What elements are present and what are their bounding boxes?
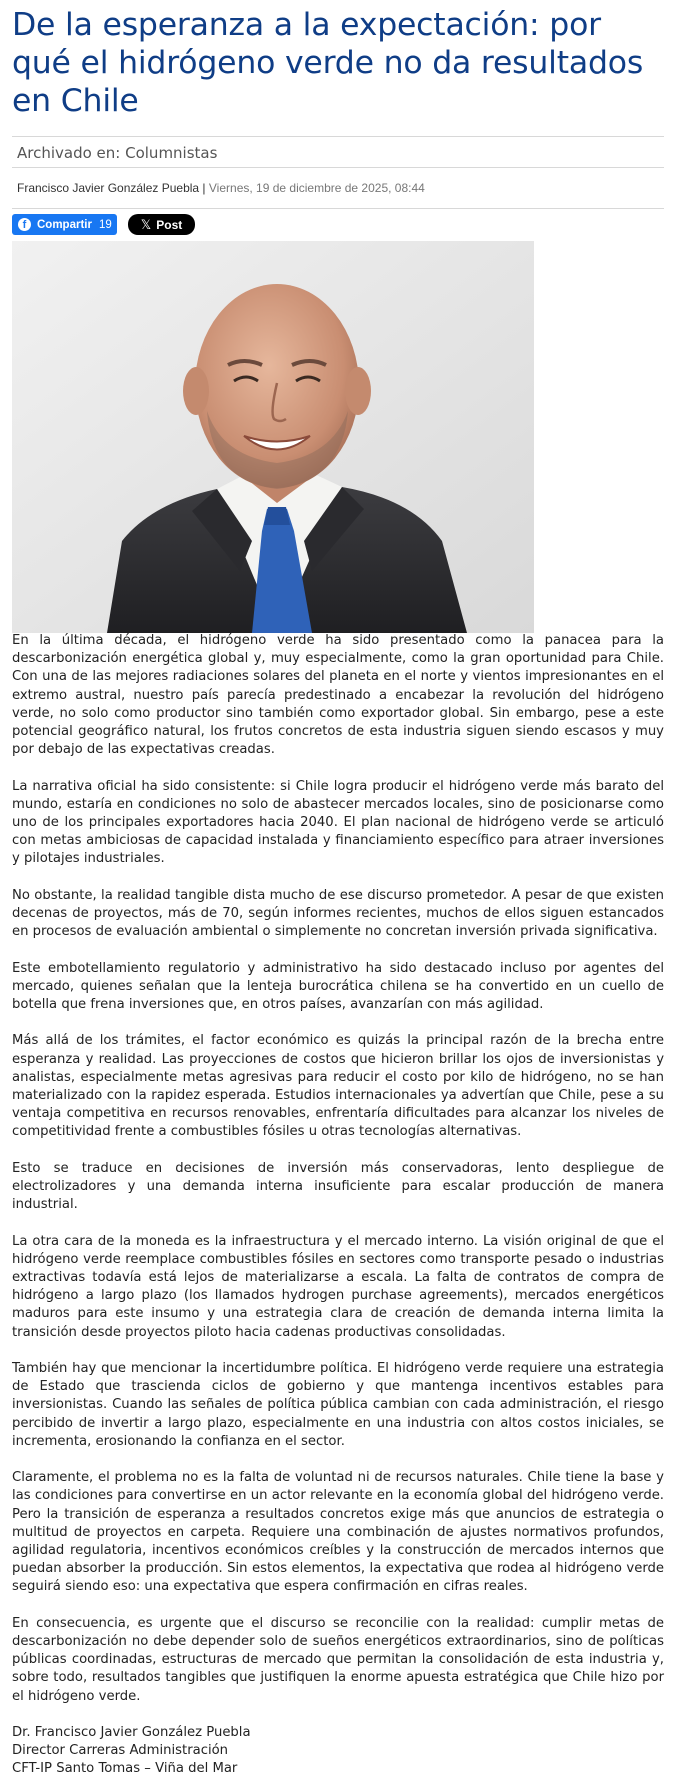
author-name: Francisco Javier González Puebla: [17, 181, 200, 195]
facebook-share-label: Compartir: [37, 218, 92, 231]
paragraph: Este embotellamiento regulatorio y administrativo ha sido destacado incluso por agentes del mercado, quienes señalan que la lenteja burocrática chilena se ha convertido en un cuello de botella que frena inversiones que, en otros países, avanzarían con más agilidad.: [12, 960, 664, 1013]
x-post-label: Post: [156, 217, 183, 232]
signature-name: Dr. Francisco Javier González Puebla: [12, 1725, 251, 1741]
paragraph: La otra cara de la moneda es la infraestructura y el mercado interno. La visión original de que el hidrógeno verde reemplace combustibles fósiles en sectores como transporte pesado o industrias extractivas todavía está lejos de materializarse a escala. La falta de contratos de compra de hidrógeno a largo plazo (los llamados hydrogen purchase agreements), mercados energéticos maduros para este insumo y una estrategia clara de creación de demanda interna limita la transición desde proyectos piloto hacia cadenas productivas consolidadas.: [12, 1233, 664, 1340]
byline: [12, 169, 664, 209]
paragraph: En consecuencia, es urgente que el discurso se reconcilie con la realidad: cumplir metas de descarbonización no debe depender solo de sueños energéticos extraordinarios, sino de políticas públicas coordinadas, estructuras de mercado que permitan la consolidación de esta industria y, sobre todo, resultados tangibles que justifiquen la enorme apuesta estratégica que Chile hizo por el hidrógeno verde.: [12, 1615, 664, 1704]
author-signature: [12, 1724, 664, 1779]
signature-role: Director Carreras Administración: [12, 1743, 229, 1759]
author-portrait-illustration: [12, 241, 534, 633]
publish-date: Viernes, 19 de diciembre de 2025, 08:44: [208, 181, 425, 195]
paragraph: No obstante, la realidad tangible dista mucho de ese discurso prometedor. A pesar de que existen decenas de proyectos, más de 70, según informes recientes, muchos de ellos siguen estancados en procesos de evaluación ambiental o simplemente no concretan inversión privada significativa.: [12, 887, 664, 940]
paragraph: También hay que mencionar la incertidumbre política. El hidrógeno verde requiere una estrategia de Estado que trascienda ciclos de gobierno y que mantenga incentivos estables para inversionistas. Cuando las señales de política pública cambian con cada administración, el riesgo percibido de invertir a largo plazo, especialmente en una industria con altos costos iniciales, se incrementa, erosionando la confianza en el sector.: [12, 1361, 664, 1449]
x-logo-icon: 𝕏: [140, 216, 152, 232]
archived-in-category[interactable]: Archivado en: Columnistas: [12, 136, 664, 168]
paragraph: En la última década, el hidrógeno verde ha sido presentado como la panacea para la descarbonización energética global y, muy especialmente, como la gran oportunidad para Chile. Con una de las mejores radiaciones solares del planeta en el norte y vientos impresionantes en el extremo austral, nuestro país parecía predestinado a encabezar la revolución del hidrógeno verde, no solo como productor sino también como exportador global. Sin embargo, pese a este potencial geográfico natural, los frutos concretos de esta industria siguen siendo escasos y muy por debajo de las expectativas creadas.: [12, 633, 664, 758]
article-title: De la esperanza a la expectación: por qué el hidrógeno verde no da resultados en Chile: [12, 7, 644, 119]
article-body: [12, 632, 664, 1779]
paragraph: Esto se traduce en decisiones de inversión más conservadoras, lento despliegue de electrolizadores y una demanda interna insuficiente para escalar producción de manera industrial.: [12, 1160, 664, 1213]
facebook-share-button[interactable]: [12, 214, 117, 235]
x-post-button[interactable]: [128, 214, 195, 235]
paragraph: Claramente, el problema no es la falta de voluntad ni de recursos naturales. Chile tiene la base y las condiciones para convertirse en un actor relevante en la economía global del hidrógeno verde. Pero la transición de esperanza a resultados concretos exige más que anuncios de estrategia o multitud de proyectos en carpeta. Requiere una combinación de ajustes normativos profundos, agilidad regulatoria, incentivos económicos creíbles y la construcción de mercados internos que puedan absorber la producción. Sin estos elementos, la expectativa que rodea al hidrógeno verde seguirá siendo eso: una expectativa que espera confirmación en cifras reales.: [12, 1470, 664, 1595]
author-photo: [12, 241, 534, 633]
signature-institution: CFT-IP Santo Tomas – Viña del Mar: [12, 1761, 238, 1777]
paragraph: La narrativa oficial ha sido consistente: si Chile logra producir el hidrógeno verde más barato del mundo, estaría en condiciones no solo de abastecer mercados locales, sino de posicionarse como uno de los principales exportadores hacia 2040. El plan nacional de hidrógeno verde se articuló con metas ambiciosas de capacidad instalada y financiamiento específico para atraer inversiones y pilotajes industriales.: [12, 778, 664, 867]
facebook-share-count: 19: [98, 218, 112, 231]
paragraph: Más allá de los trámites, el factor económico es quizás la principal razón de la brecha entre esperanza y realidad. Las proyecciones de costos que hicieron brillar los ojos de inversionistas y analistas, especialmente metas agresivas para reducir el costo por kilo de hidrógeno, no se han materializado con la rapidez esperada. Estudios internacionales ya advertían que Chile, pese a su ventaja competitiva en recursos renovables, enfrentaría dificultades para alcanzar los niveles de competitividad frente a combustibles fósiles u otras tecnologías alternativas.: [12, 1033, 664, 1140]
byline-separator: |: [199, 181, 209, 195]
facebook-icon: f: [18, 218, 31, 231]
